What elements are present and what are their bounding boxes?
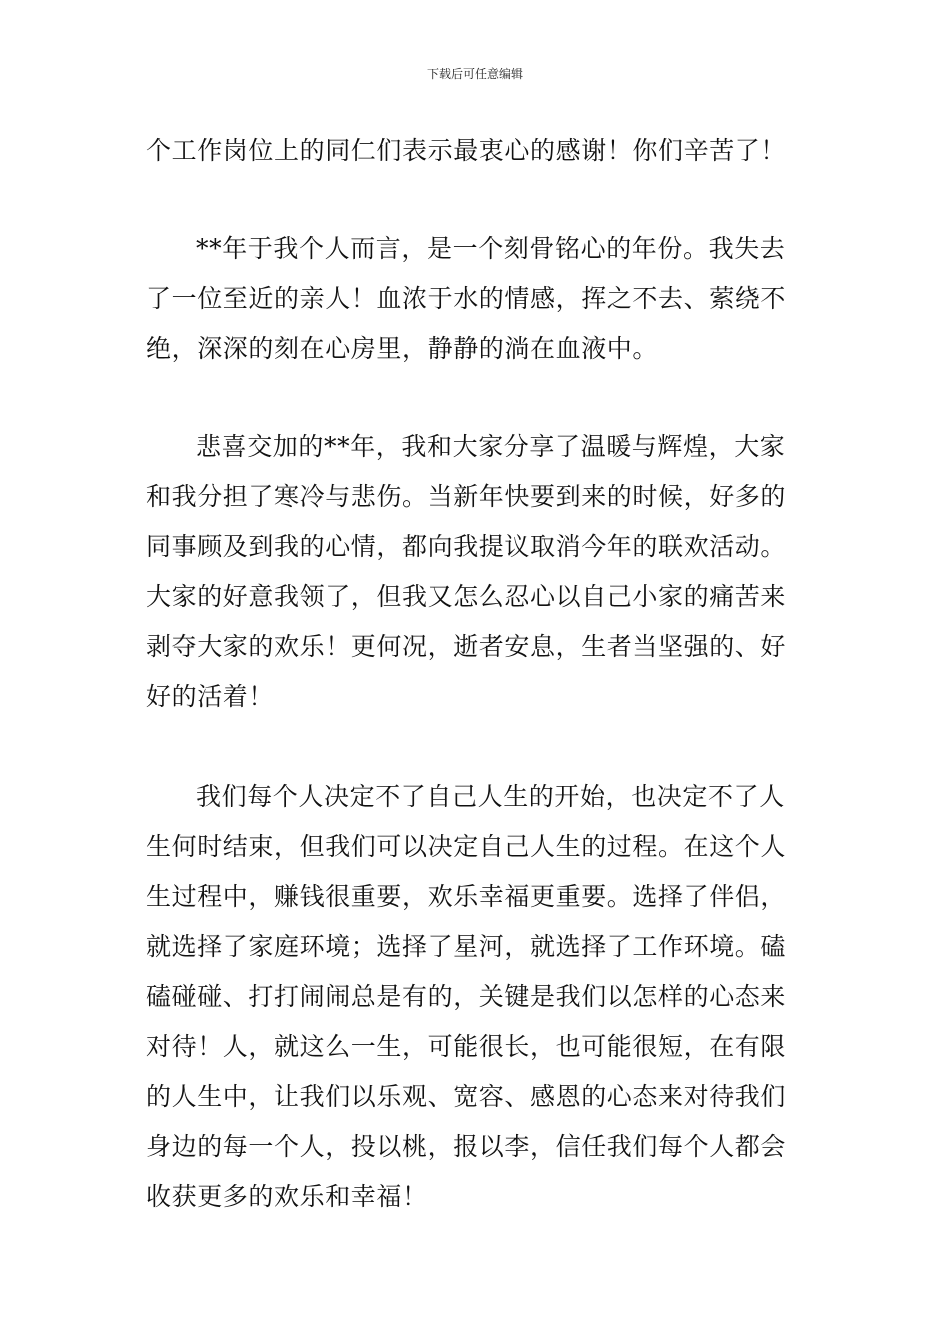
paragraph-line: 悲喜交加的**年，我和大家分享了温暖与辉煌，大家 bbox=[196, 432, 786, 461]
paragraph-line: 剥夺大家的欢乐！更何况，逝者安息，生者当坚强的、好 bbox=[146, 632, 787, 661]
paragraph-line: 我们每个人决定不了自己人生的开始，也决定不了人 bbox=[196, 782, 785, 811]
paragraph-line: 同事顾及到我的心情，都向我提议取消今年的联欢活动。 bbox=[146, 532, 787, 561]
paragraph-line: 的人生中，让我们以乐观、宽容、感恩的心态来对待我们 bbox=[146, 1082, 787, 1111]
paragraph-line: 就选择了家庭环境；选择了星河，就选择了工作环境。磕 bbox=[146, 932, 787, 961]
paragraph-line: 磕碰碰、打打闹闹总是有的，关键是我们以怎样的心态来 bbox=[146, 982, 787, 1011]
page-header-note: 下载后可任意编辑 bbox=[426, 67, 523, 81]
paragraph-line: 了一位至近的亲人！血浓于水的情感，挥之不去、萦绕不 bbox=[146, 284, 787, 313]
paragraph-line: 好的活着！ bbox=[146, 682, 275, 711]
paragraph-line: 对待！人，就这么一生，可能很长，也可能很短，在有限 bbox=[146, 1032, 787, 1061]
paragraph-line: 大家的好意我领了，但我又怎么忍心以自己小家的痛苦来 bbox=[146, 582, 787, 611]
paragraph-line: 身边的每一个人，投以桃，报以李，信任我们每个人都会 bbox=[146, 1132, 787, 1161]
paragraph-line: 生何时结束，但我们可以决定自己人生的过程。在这个人 bbox=[146, 832, 787, 861]
paragraph-line: 生过程中，赚钱很重要，欢乐幸福更重要。选择了伴侣， bbox=[146, 882, 787, 911]
paragraph-line: 收获更多的欢乐和幸福！ bbox=[146, 1182, 428, 1211]
paragraph-line: 个工作岗位上的同仁们表示最衷心的感谢！你们辛苦了！ bbox=[146, 136, 787, 165]
paragraph-line: **年于我个人而言，是一个刻骨铭心的年份。我失去 bbox=[196, 234, 786, 263]
paragraph-line: 和我分担了寒冷与悲伤。当新年快要到来的时候，好多的 bbox=[146, 482, 787, 511]
paragraph-line: 绝，深深的刻在心房里，静静的淌在血液中。 bbox=[146, 334, 659, 363]
